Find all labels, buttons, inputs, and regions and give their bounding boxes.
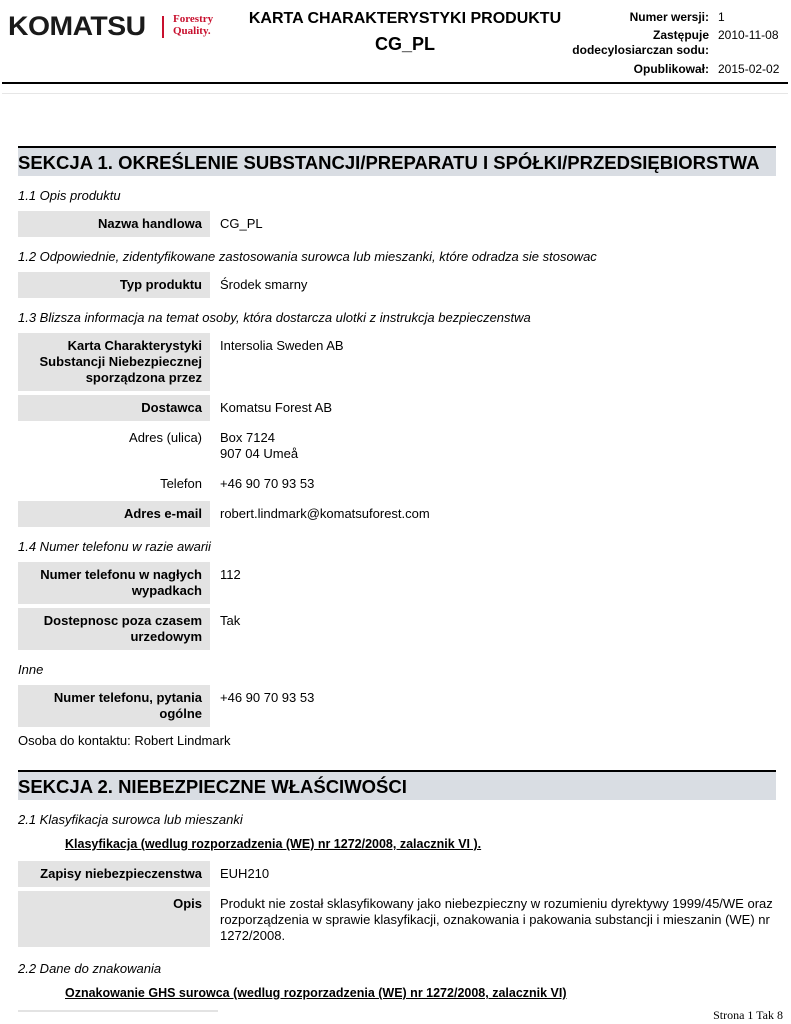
document-title: KARTA CHARAKTERYSTYKI PRODUKTU bbox=[248, 10, 562, 27]
header-divider-light bbox=[2, 93, 788, 94]
logo-wordmark: KOMATSU bbox=[8, 11, 146, 41]
subsection-1-4: 1.4 Numer telefonu w razie awarii bbox=[18, 539, 211, 554]
field-row-email bbox=[18, 501, 776, 527]
ghs-row-start bbox=[18, 1010, 218, 1012]
field-row-supplier bbox=[18, 395, 776, 421]
supersedes-label-2: dodecylosiarczan sodu: bbox=[572, 43, 709, 57]
field-row-hazard bbox=[18, 861, 776, 887]
field-row-after-hours bbox=[18, 608, 776, 650]
header-divider bbox=[2, 82, 788, 84]
ghs-labelling-heading: Oznakowanie GHS surowca (wedlug rozporzadzenia (WE) nr 1272/2008, zalacznik VI) bbox=[65, 986, 567, 1000]
field-row-general-phone bbox=[18, 685, 776, 727]
after-hours-label: Dostepnosc poza czasem urzedowym bbox=[18, 608, 210, 650]
supersedes-value: 2010-11-08 bbox=[718, 28, 779, 42]
product-type-value: Środek smarny bbox=[220, 277, 308, 292]
product-name: CG_PL bbox=[374, 34, 435, 54]
field-row-trade-name bbox=[18, 211, 776, 237]
general-phone-value: +46 90 70 93 53 bbox=[220, 690, 315, 705]
published-label: Opublikował: bbox=[633, 62, 709, 76]
logo-divider bbox=[162, 16, 164, 38]
field-row-phone bbox=[18, 471, 776, 497]
komatsu-logo bbox=[8, 10, 218, 44]
email-value: robert.lindmark@komatsuforest.com bbox=[220, 506, 430, 521]
prepared-by-label: Karta Charakterystyki Substancji Niebezpiecznej sporządzona przez bbox=[18, 333, 210, 391]
field-row-emergency bbox=[18, 562, 776, 604]
supplier-label: Dostawca bbox=[18, 395, 210, 421]
street-label: Adres (ulica) bbox=[129, 430, 202, 445]
phone-label: Telefon bbox=[160, 476, 202, 491]
supplier-value: Komatsu Forest AB bbox=[220, 400, 332, 415]
subsection-2-2: 2.2 Dane do znakowania bbox=[18, 961, 162, 976]
emergency-label: Numer telefonu w nagłych wypadkach bbox=[18, 562, 210, 604]
emergency-value: 112 bbox=[220, 567, 241, 582]
contact-person: Osoba do kontaktu: Robert Lindmark bbox=[18, 733, 231, 748]
classification-heading: Klasyfikacja (wedlug rozporzadzenia (WE) nr 1272/2008, zalacznik VI ). bbox=[65, 837, 482, 851]
section-1-title: SEKCJA 1. OKREŚLENIE SUBSTANCJI/PREPARATU I SPÓŁKI/PRZEDSIĘBIORSTWA bbox=[18, 146, 776, 176]
document-body bbox=[18, 146, 776, 1012]
hazard-label: Zapisy niebezpieczenstwa bbox=[18, 861, 210, 887]
document-header bbox=[0, 0, 791, 84]
street-value bbox=[210, 425, 776, 467]
trade-name-value: CG_PL bbox=[220, 216, 263, 231]
product-type-label: Typ produktu bbox=[18, 272, 210, 298]
section-2-title: SEKCJA 2. NIEBEZPIECZNE WŁAŚCIWOŚCI bbox=[18, 770, 776, 800]
description-label: Opis bbox=[18, 891, 210, 947]
logo-tagline-line1: Forestry bbox=[173, 13, 214, 25]
supersedes-label: Zastępuje bbox=[652, 28, 709, 42]
field-row-prepared-by bbox=[18, 333, 776, 391]
other-heading: Inne bbox=[18, 662, 44, 677]
prepared-by-value: Intersolia Sweden AB bbox=[220, 338, 344, 353]
subsection-1-1: 1.1 Opis produktu bbox=[18, 188, 121, 203]
version-label: Numer wersji: bbox=[629, 10, 709, 24]
general-phone-label: Numer telefonu, pytania ogólne bbox=[18, 685, 210, 727]
version-value: 1 bbox=[718, 10, 725, 24]
subsection-1-2: 1.2 Odpowiednie, zidentyfikowane zastosowania surowca lub mieszanki, które odradza sie stosowac bbox=[18, 249, 597, 264]
phone-value: +46 90 70 93 53 bbox=[220, 476, 315, 491]
street-line-1: Box 7124 bbox=[220, 430, 275, 445]
trade-name-label: Nazwa handlowa bbox=[18, 211, 210, 237]
logo-tagline bbox=[173, 13, 213, 37]
subsection-2-1: 2.1 Klasyfikacja surowca lub mieszanki bbox=[18, 812, 243, 827]
street-line-2: 907 04 Umeå bbox=[220, 446, 299, 461]
email-label: Adres e-mail bbox=[18, 501, 210, 527]
subsection-1-3: 1.3 Blizsza informacja na temat osoby, która dostarcza ulotki z instrukcja bezpieczenstwa bbox=[18, 310, 531, 325]
page-number: Strona 1 Tak 8 bbox=[713, 1008, 783, 1022]
field-row-product-type bbox=[18, 272, 776, 298]
hazard-value: EUH210 bbox=[220, 866, 270, 881]
field-row-street bbox=[18, 425, 776, 467]
description-value: Produkt nie został sklasyfikowany jako niebezpieczny w rozumieniu dyrektywy 1999/45/WE oraz rozporządzenia w sprawie klasyfikacji, oznakowania i pakowania substancji i mieszanin (WE) nr 1272/2008. bbox=[220, 896, 773, 943]
published-value: 2015-02-02 bbox=[718, 62, 780, 76]
after-hours-value: Tak bbox=[220, 613, 241, 628]
logo-tagline-line2: Quality. bbox=[173, 25, 211, 37]
field-row-description bbox=[18, 891, 776, 949]
